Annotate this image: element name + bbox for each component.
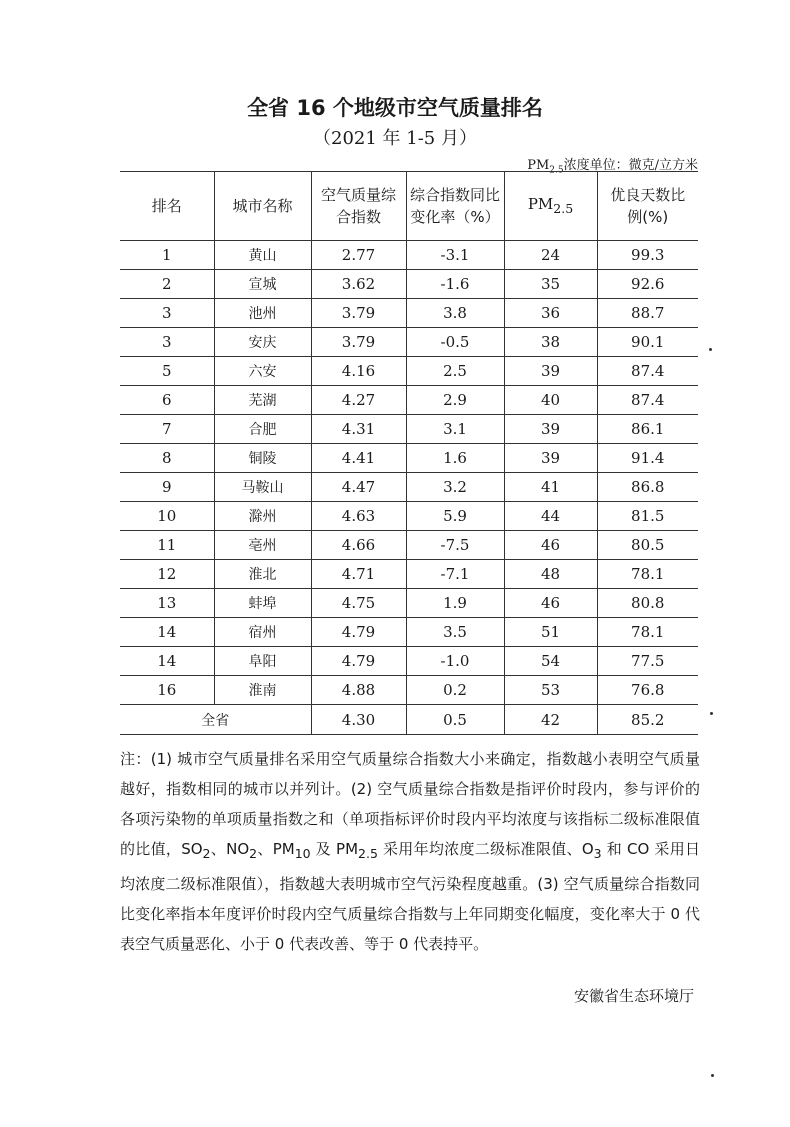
table-row <box>120 386 698 415</box>
table-row <box>120 647 698 676</box>
cell-rank: 12 <box>120 560 214 589</box>
document-title: 全省 16 个地级市空气质量排名 <box>247 96 543 120</box>
cell-pm25: 40 <box>504 386 597 415</box>
cell-city: 六安 <box>214 357 311 386</box>
cell-city: 阜阳 <box>214 647 311 676</box>
table-row <box>120 299 698 328</box>
table-row <box>120 270 698 299</box>
cell-city: 淮北 <box>214 560 311 589</box>
total-good: 85.2 <box>597 705 698 735</box>
cell-change: 2.9 <box>406 386 504 415</box>
unit-text: 浓度单位：微克/立方米 <box>563 158 698 173</box>
cell-change: -3.1 <box>406 241 504 270</box>
cell-change: 3.5 <box>406 618 504 647</box>
cell-good: 87.4 <box>597 386 698 415</box>
cell-rank: 3 <box>120 299 214 328</box>
cell-rank: 10 <box>120 502 214 531</box>
cell-rank: 16 <box>120 676 214 705</box>
cell-change: 3.1 <box>406 415 504 444</box>
cell-rank: 14 <box>120 618 214 647</box>
cell-city: 宣城 <box>214 270 311 299</box>
cell-pm25: 46 <box>504 589 597 618</box>
table-row <box>120 560 698 589</box>
cell-pm25: 53 <box>504 676 597 705</box>
cell-index: 4.63 <box>311 502 406 531</box>
cell-city: 铜陵 <box>214 444 311 473</box>
cell-good: 91.4 <box>597 444 698 473</box>
cell-index: 4.79 <box>311 647 406 676</box>
table-row <box>120 618 698 647</box>
header-city: 城市名称 <box>214 172 311 241</box>
cell-good: 92.6 <box>597 270 698 299</box>
cell-pm25: 36 <box>504 299 597 328</box>
cell-index: 4.31 <box>311 415 406 444</box>
cell-good: 88.7 <box>597 299 698 328</box>
cell-rank: 2 <box>120 270 214 299</box>
cell-good: 77.5 <box>597 647 698 676</box>
cell-change: 3.8 <box>406 299 504 328</box>
cell-change: -7.1 <box>406 560 504 589</box>
cell-rank: 8 <box>120 444 214 473</box>
cell-index: 4.16 <box>311 357 406 386</box>
notes: 注：(1) 城市空气质量排名采用空气质量综合指数大小来确定，指数越小表明空气质量越好，指数相同的城市以并列计。(2) 空气质量综合指数是指评价时段内，参与评价的各项污染物的单项质量指数之和（单项指标评价时段内平均浓度与该指标二级标准限值的比值，$SO_2$、$NO_2$、$PM_{10}$ 及 $PM_{2.5}$ 采用年均浓度二级标准限值、$O_3$ 和 CO 采用日均浓度二级标准限值），指数越大表明城市空气污染程度越重。(3) 空气质量综合指数同比变化率指本年度评价时段内空气质量综合指数与上年同期变化幅度，变化率大于 0 代表空气质量恶化、小于 0 代表改善、等于 0 代表持平。 <box>120 750 700 953</box>
cell-index: 4.27 <box>311 386 406 415</box>
total-row <box>120 705 698 735</box>
table-row <box>120 531 698 560</box>
cell-good: 78.1 <box>597 560 698 589</box>
total-index: 4.30 <box>311 705 406 735</box>
header-change: 综合指数同比 变化率（%） <box>406 172 504 241</box>
cell-city: 淮南 <box>214 676 311 705</box>
cell-change: -1.6 <box>406 270 504 299</box>
cell-index: 4.75 <box>311 589 406 618</box>
table-row <box>120 444 698 473</box>
unit-pm-sub: 2.5 <box>549 165 564 176</box>
total-label: 全省 <box>120 705 311 735</box>
header-rank: 排名 <box>120 172 214 241</box>
cell-good: 76.8 <box>597 676 698 705</box>
cell-change: 0.2 <box>406 676 504 705</box>
cell-pm25: 41 <box>504 473 597 502</box>
cell-pm25: 39 <box>504 357 597 386</box>
cell-index: 3.79 <box>311 328 406 357</box>
cell-rank: 5 <box>120 357 214 386</box>
cell-good: 80.8 <box>597 589 698 618</box>
cell-pm25: 24 <box>504 241 597 270</box>
table-row <box>120 357 698 386</box>
cell-good: 86.8 <box>597 473 698 502</box>
document-subtitle: （2021 年 1-5 月） <box>313 128 477 149</box>
cell-pm25: 39 <box>504 444 597 473</box>
cell-change: 3.2 <box>406 473 504 502</box>
issuing-authority: 安徽省生态环境厅 <box>573 987 694 1005</box>
cell-change: 2.5 <box>406 357 504 386</box>
ranking-table <box>120 171 698 735</box>
table-row <box>120 328 698 357</box>
cell-good: 78.1 <box>597 618 698 647</box>
cell-rank: 11 <box>120 531 214 560</box>
table-row <box>120 676 698 705</box>
cell-good: 80.5 <box>597 531 698 560</box>
cell-pm25: 44 <box>504 502 597 531</box>
cell-city: 宿州 <box>214 618 311 647</box>
cell-index: 4.41 <box>311 444 406 473</box>
cell-change: -1.0 <box>406 647 504 676</box>
scan-speck <box>711 1074 714 1077</box>
cell-city: 黄山 <box>214 241 311 270</box>
cell-rank: 14 <box>120 647 214 676</box>
cell-city: 蚌埠 <box>214 589 311 618</box>
cell-change: -0.5 <box>406 328 504 357</box>
cell-city: 马鞍山 <box>214 473 311 502</box>
cell-index: 4.71 <box>311 560 406 589</box>
table-row <box>120 502 698 531</box>
cell-city: 合肥 <box>214 415 311 444</box>
cell-pm25: 51 <box>504 618 597 647</box>
cell-good: 90.1 <box>597 328 698 357</box>
cell-good: 81.5 <box>597 502 698 531</box>
cell-pm25: 48 <box>504 560 597 589</box>
cell-rank: 3 <box>120 328 214 357</box>
cell-city: 亳州 <box>214 531 311 560</box>
table-row <box>120 415 698 444</box>
cell-pm25: 35 <box>504 270 597 299</box>
scan-speck <box>710 712 713 715</box>
cell-good: 87.4 <box>597 357 698 386</box>
cell-city: 芜湖 <box>214 386 311 415</box>
total-pm25: 42 <box>504 705 597 735</box>
cell-index: 3.79 <box>311 299 406 328</box>
cell-change: -7.5 <box>406 531 504 560</box>
scan-speck <box>709 348 712 351</box>
cell-rank: 13 <box>120 589 214 618</box>
cell-rank: 1 <box>120 241 214 270</box>
cell-rank: 9 <box>120 473 214 502</box>
cell-index: 4.79 <box>311 618 406 647</box>
header-index: 空气质量综 合指数 <box>311 172 406 241</box>
cell-change: 5.9 <box>406 502 504 531</box>
cell-index: 4.66 <box>311 531 406 560</box>
cell-good: 86.1 <box>597 415 698 444</box>
cell-good: 99.3 <box>597 241 698 270</box>
header-row <box>120 172 698 241</box>
cell-rank: 6 <box>120 386 214 415</box>
cell-index: 2.77 <box>311 241 406 270</box>
table-row <box>120 241 698 270</box>
cell-pm25: 54 <box>504 647 597 676</box>
cell-city: 安庆 <box>214 328 311 357</box>
header-pm25: $PM_{2.5}$ <box>504 172 597 241</box>
cell-rank: 7 <box>120 415 214 444</box>
cell-pm25: 46 <box>504 531 597 560</box>
cell-pm25: 39 <box>504 415 597 444</box>
cell-change: 1.6 <box>406 444 504 473</box>
cell-pm25: 38 <box>504 328 597 357</box>
unit-pm: PM <box>527 158 550 173</box>
cell-index: 4.88 <box>311 676 406 705</box>
table-row <box>120 473 698 502</box>
total-change: 0.5 <box>406 705 504 735</box>
cell-change: 1.9 <box>406 589 504 618</box>
header-good-days: 优良天数比 例(%) <box>597 172 698 241</box>
cell-city: 池州 <box>214 299 311 328</box>
cell-city: 滁州 <box>214 502 311 531</box>
cell-index: 3.62 <box>311 270 406 299</box>
table-row <box>120 589 698 618</box>
cell-index: 4.47 <box>311 473 406 502</box>
